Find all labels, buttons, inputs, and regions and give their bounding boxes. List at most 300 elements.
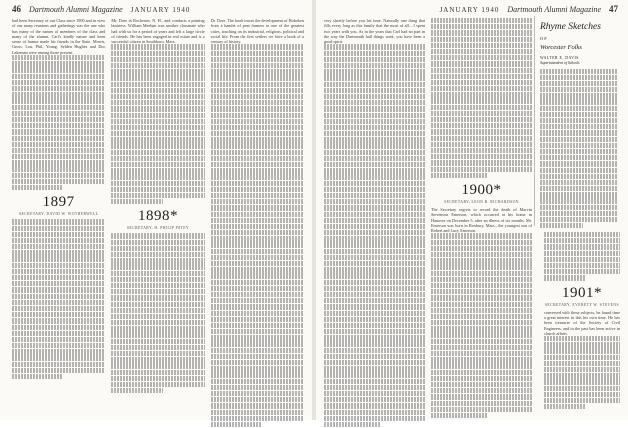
text-line: [324, 385, 425, 390]
left-magazine-title: Dartmouth Alumni Magazine: [29, 5, 123, 14]
text-line: [324, 94, 425, 99]
text-line: [211, 410, 304, 415]
text-line: [324, 255, 425, 260]
text-line: [324, 187, 425, 192]
text-line: [544, 238, 620, 243]
text-line: [111, 69, 204, 74]
text-line: [12, 173, 105, 178]
text-line: [12, 185, 63, 190]
text-line: [324, 261, 425, 266]
text-line: [111, 75, 204, 80]
right-issue-date: JANUARY 1940: [439, 6, 500, 14]
text-line: [211, 335, 304, 340]
text-line: [12, 105, 105, 110]
text-line: [111, 314, 204, 319]
text-line: [12, 232, 105, 237]
text-line: [324, 125, 425, 130]
text-line: [12, 98, 105, 103]
text-line: [111, 88, 204, 93]
text-line: [324, 249, 425, 254]
text-line: [324, 416, 425, 421]
text-line: [12, 166, 105, 171]
text-line: [211, 385, 304, 390]
text-line: [431, 80, 532, 85]
text-line: [111, 113, 204, 118]
text-line: [431, 142, 532, 147]
text-line: [211, 366, 304, 371]
left-col2-text: Mr. Dore in Rochester, N. H., and conducts a printing business. William Meehan was another classmate who had with us for a period of years and left a large circle of friends. He has been engaged in real estate and is a successful citizen in Southboro, Mass.: [111, 18, 205, 45]
text-line: [111, 233, 204, 238]
text-line: [12, 368, 105, 373]
text-line: [211, 131, 304, 136]
text-line: [544, 361, 620, 366]
text-line: [324, 205, 425, 210]
class-heading-1901: 1901*: [562, 284, 602, 301]
text-line: [12, 160, 105, 165]
text-line: [544, 336, 620, 341]
text-line: [211, 292, 304, 297]
text-line: [431, 136, 532, 141]
text-line: [111, 345, 204, 350]
text-line: [431, 92, 532, 97]
text-line: [431, 302, 532, 307]
text-line: [431, 351, 532, 356]
text-line: [12, 343, 105, 348]
text-line: [324, 82, 425, 87]
text-line: [12, 86, 105, 91]
text-line: [12, 294, 105, 299]
left-col1-text-block-2: [12, 219, 105, 379]
text-line: [111, 156, 204, 161]
text-line: [324, 113, 425, 118]
text-line: [324, 106, 425, 111]
text-line: [540, 143, 618, 148]
text-line: [211, 236, 304, 241]
text-line: [324, 273, 425, 278]
right-col2-text: The Secretary regrets to record the death of Marvin Stevenson Emerson, which occurred at his home in Hanover on December 5, after an illness of six months. Mr. Emerson was born in Roxbury, Mass., the youngest son of Robert and Lucy Emerson.: [431, 206, 532, 234]
text-line: [431, 37, 532, 42]
text-line: [540, 137, 618, 142]
text-line: [544, 355, 620, 360]
text-line: [324, 354, 425, 359]
text-line: [544, 392, 620, 397]
text-line: [540, 130, 618, 135]
sidebar-of: OF: [540, 36, 548, 41]
text-line: [111, 370, 204, 375]
right-magazine-title: Dartmouth Alumni Magazine: [507, 5, 601, 14]
text-line: [431, 283, 532, 288]
rhyme-sketches-box: [534, 16, 618, 226]
text-line: [111, 388, 162, 393]
text-line: [540, 69, 618, 74]
text-line: [12, 325, 105, 330]
text-line: [544, 398, 620, 403]
text-line: [540, 186, 618, 191]
text-line: [12, 331, 105, 336]
text-line: [324, 236, 425, 241]
text-line: [111, 264, 204, 269]
class-heading-1900: 1900*: [461, 181, 502, 198]
text-line: [324, 131, 425, 136]
text-line: [431, 277, 532, 282]
text-line: [431, 123, 532, 128]
text-line: [431, 43, 532, 48]
text-line: [324, 156, 425, 161]
text-line: [111, 137, 204, 142]
text-line: [324, 242, 425, 247]
text-line: [431, 289, 532, 294]
text-line: [431, 24, 532, 29]
text-line: [211, 230, 304, 235]
text-line: [544, 379, 620, 384]
right-page-number: 47: [609, 4, 618, 14]
text-line: [12, 238, 105, 243]
text-line: [431, 167, 532, 172]
text-line: [12, 226, 105, 231]
text-line: [540, 118, 618, 123]
right-page: [316, 0, 628, 420]
text-line: [324, 372, 425, 377]
text-line: [431, 413, 487, 418]
text-line: [211, 57, 304, 62]
text-line: [324, 280, 425, 285]
text-line: [431, 252, 532, 257]
text-line: [211, 82, 304, 87]
text-line: [111, 51, 204, 56]
text-line: [324, 317, 425, 322]
text-line: [540, 124, 618, 129]
text-line: [211, 242, 304, 247]
text-line: [431, 388, 532, 393]
text-line: [211, 255, 304, 260]
text-line: [324, 57, 425, 62]
right-col1-text-block: [324, 44, 425, 427]
text-line: [211, 137, 304, 142]
text-line: [324, 286, 425, 291]
text-line: [431, 86, 532, 91]
text-line: [111, 357, 204, 362]
text-line: [324, 360, 425, 365]
text-line: [211, 75, 304, 80]
text-line: [12, 263, 105, 268]
text-line: [111, 252, 204, 257]
text-line: [540, 99, 618, 104]
text-line: [111, 131, 204, 136]
text-line: [540, 93, 618, 98]
sidebar-author: WALTER E. DAVIS: [540, 55, 579, 60]
text-line: [211, 174, 304, 179]
text-line: [12, 362, 105, 367]
text-line: [12, 74, 105, 79]
text-line: [544, 257, 620, 262]
text-line: [540, 198, 618, 203]
text-line: [12, 349, 105, 354]
text-line: [211, 341, 304, 346]
class-secretary-1898: SECRETARY, H. PHILIP PATEY: [126, 226, 190, 231]
text-line: [12, 318, 105, 323]
right-col3-text-block: [544, 336, 620, 409]
text-line: [324, 397, 425, 402]
text-line: [431, 173, 487, 178]
text-line: [324, 162, 425, 167]
text-line: [12, 287, 105, 292]
text-line: [431, 98, 532, 103]
text-line: [431, 295, 532, 300]
text-line: [211, 100, 304, 105]
left-column-1: [12, 18, 105, 428]
text-line: [431, 233, 532, 238]
text-line: [540, 211, 618, 216]
text-line: [544, 367, 620, 372]
text-line: [431, 129, 532, 134]
text-line: [211, 205, 304, 210]
text-line: [324, 100, 425, 105]
text-line: [211, 416, 304, 421]
text-line: [211, 273, 304, 278]
right-columns: [324, 18, 532, 428]
text-line: [211, 348, 304, 353]
text-line: [211, 44, 304, 49]
text-line: [540, 112, 618, 117]
text-line: [111, 271, 204, 276]
text-line: [324, 199, 425, 204]
text-line: [111, 94, 204, 99]
left-running-head: [12, 4, 304, 16]
text-line: [211, 224, 304, 229]
text-line: [211, 249, 304, 254]
text-line: [544, 386, 620, 391]
text-line: [111, 181, 204, 186]
class-secretary-1897: SECRETARY, DAVID W. WOTHERWELL: [19, 212, 99, 217]
text-line: [12, 136, 105, 141]
right-running-head: [324, 4, 618, 16]
text-line: [111, 246, 204, 251]
text-line: [12, 256, 105, 261]
text-line: [111, 283, 204, 288]
text-line: [211, 69, 304, 74]
text-line: [431, 345, 532, 350]
text-line: [431, 240, 532, 245]
text-line: [431, 74, 532, 79]
text-line: [211, 280, 304, 285]
left-columns: [12, 18, 304, 428]
text-line: [431, 326, 532, 331]
text-line: [544, 244, 620, 249]
text-line: [211, 106, 304, 111]
text-line: [211, 156, 304, 161]
text-line: [111, 382, 204, 387]
text-line: [431, 68, 532, 73]
text-line: [12, 129, 105, 134]
left-col2-text-block-2: [111, 233, 204, 393]
text-line: [540, 155, 618, 160]
text-line: [544, 269, 620, 274]
text-line: [540, 205, 618, 210]
text-line: [12, 355, 105, 360]
text-line: [111, 332, 204, 337]
text-line: [211, 304, 304, 309]
text-line: [544, 373, 620, 378]
text-line: [324, 292, 425, 297]
text-line: [111, 82, 204, 87]
text-line: [324, 63, 425, 68]
text-line: [431, 18, 532, 23]
right-column-3-lower: [544, 232, 620, 410]
text-line: [324, 341, 425, 346]
text-line: [324, 137, 425, 142]
text-line: [431, 357, 532, 362]
text-line: [211, 150, 304, 155]
text-line: [211, 212, 304, 217]
text-line: [431, 55, 532, 60]
text-line: [12, 179, 105, 184]
text-line: [111, 44, 204, 49]
text-line: [111, 193, 204, 198]
text-line: [544, 275, 586, 280]
text-line: [324, 181, 425, 186]
left-page: [0, 0, 312, 420]
text-line: [111, 168, 204, 173]
text-line: [111, 326, 204, 331]
class-secretary-1901: SECRETARY, EVERETT W. STEVENS: [544, 302, 620, 307]
text-line: [12, 269, 105, 274]
text-line: [12, 111, 105, 116]
text-line: [324, 267, 425, 272]
text-line: [431, 308, 532, 313]
text-line: [111, 363, 204, 368]
text-line: [111, 295, 204, 300]
text-line: [211, 311, 304, 316]
text-line: [211, 113, 304, 118]
text-line: [12, 244, 105, 249]
text-line: [211, 94, 304, 99]
text-line: [111, 119, 204, 124]
text-line: [12, 306, 105, 311]
text-line: [12, 117, 105, 122]
text-line: [211, 323, 304, 328]
text-line: [111, 258, 204, 263]
text-line: [111, 100, 204, 105]
text-line: [431, 111, 532, 116]
text-line: [111, 376, 204, 381]
text-line: [544, 263, 620, 268]
text-line: [211, 218, 304, 223]
text-line: [211, 267, 304, 272]
text-line: [111, 106, 204, 111]
text-line: [111, 199, 162, 204]
text-line: [111, 277, 204, 282]
text-line: [324, 88, 425, 93]
text-line: [431, 264, 532, 269]
text-line: [111, 57, 204, 62]
text-line: [111, 63, 204, 68]
text-line: [431, 160, 532, 165]
text-line: [211, 162, 304, 167]
text-line: [431, 61, 532, 66]
text-line: [211, 329, 304, 334]
right-col2-text-block-top: [431, 18, 532, 178]
text-line: [12, 337, 105, 342]
text-line: [211, 199, 304, 204]
text-line: [211, 261, 304, 266]
text-line: [431, 382, 532, 387]
left-issue-date: JANUARY 1940: [130, 6, 191, 14]
text-line: [12, 275, 105, 280]
text-line: [111, 187, 204, 192]
text-line: [12, 123, 105, 128]
text-line: [324, 329, 425, 334]
text-line: [111, 162, 204, 167]
text-line: [211, 193, 304, 198]
text-line: [211, 63, 304, 68]
right-column-1: [324, 18, 425, 428]
text-line: [431, 332, 532, 337]
text-line: [324, 150, 425, 155]
right-col3-text: conversed with these subjects, he found time a great interest in this his own time. He has been treasurer of the Society of Civil Engineers, and in the past has been active in church affairs.: [544, 309, 620, 336]
text-line: [211, 298, 304, 303]
sidebar-affiliation: Superintendent of Schools: [540, 60, 580, 65]
text-line: [211, 360, 304, 365]
text-line: [211, 403, 304, 408]
text-line: [544, 251, 620, 256]
class-heading-1898: 1898*: [137, 208, 178, 225]
text-line: [431, 401, 532, 406]
text-line: [12, 148, 105, 153]
right-col3-text-block-top: [544, 232, 620, 281]
text-line: [111, 240, 204, 245]
text-line: [431, 154, 532, 159]
text-line: [324, 230, 425, 235]
text-line: [431, 30, 532, 35]
text-line: [324, 348, 425, 353]
text-line: [211, 51, 304, 56]
text-line: [324, 193, 425, 198]
text-line: [324, 410, 425, 415]
text-line: [324, 224, 425, 229]
text-line: [540, 81, 618, 86]
text-line: [324, 143, 425, 148]
left-col3-text-block: [211, 44, 304, 427]
text-line: [324, 51, 425, 56]
text-line: [211, 317, 304, 322]
text-line: [211, 286, 304, 291]
text-line: [211, 181, 304, 186]
text-line: [211, 125, 304, 130]
text-line: [324, 422, 380, 427]
left-col2-text-block: [111, 44, 204, 204]
text-line: [431, 407, 532, 412]
text-line: [540, 168, 618, 173]
text-line: [211, 354, 304, 359]
text-line: [12, 142, 105, 147]
text-line: [324, 391, 425, 396]
sidebar-text-block: [540, 69, 618, 229]
text-line: [540, 161, 618, 166]
text-line: [12, 219, 105, 224]
text-line: [12, 61, 105, 66]
text-line: [540, 149, 618, 154]
text-line: [431, 246, 532, 251]
text-line: [211, 168, 304, 173]
text-line: [211, 391, 304, 396]
text-line: [324, 335, 425, 340]
left-page-number: 46: [12, 4, 21, 14]
text-line: [431, 376, 532, 381]
text-line: [211, 397, 304, 402]
text-line: [111, 289, 204, 294]
text-line: [431, 105, 532, 110]
text-line: [12, 55, 105, 60]
